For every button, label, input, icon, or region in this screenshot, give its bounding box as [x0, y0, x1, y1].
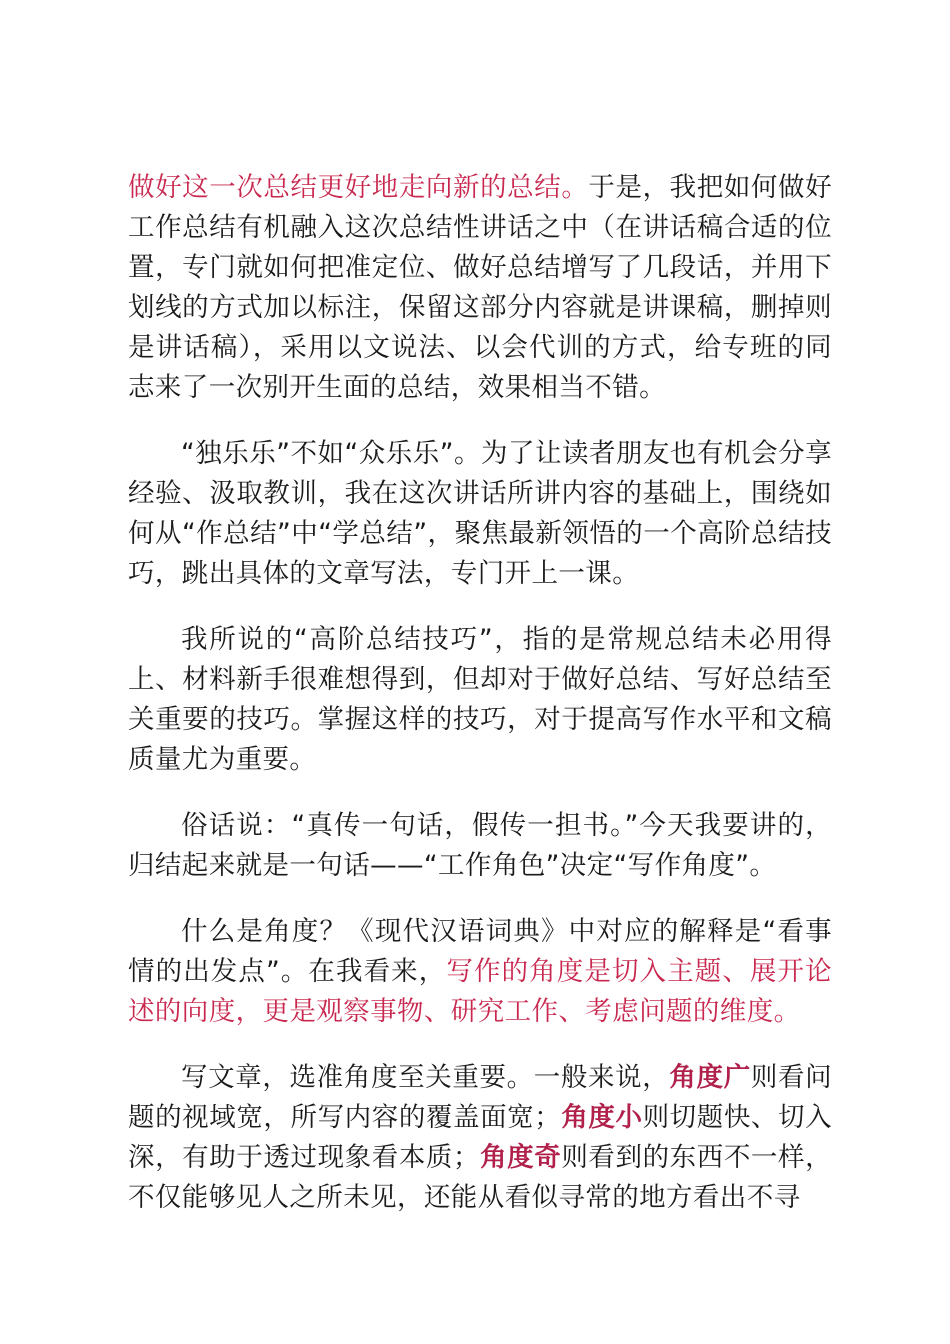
highlight-text: 写作的角度是切入主题、展开论述的向度，更是观察事物、研究工作、考虑问题的维度。	[128, 956, 833, 1027]
body-text: 俗话说：“真传一句话，假传一担书。”今天我要讲的，归结起来就是一句话——“工作角色”决定“写作角度”。	[128, 810, 832, 881]
body-text: 则看问题的视域宽，所写内容的覆盖面宽；	[128, 1062, 832, 1133]
paragraph-3	[128, 620, 832, 780]
paragraph-2	[128, 434, 832, 594]
body-text: “独乐乐”不如“众乐乐”。为了让读者朋友也有机会分享经验、汲取教训，我在这次讲话所讲内容的基础上，围绕如何从“作总结”中“学总结”，聚焦最新领悟的一个高阶总结技巧，跳出具体的文章写法，专门开上一课。	[128, 438, 832, 589]
body-text: 什么是角度？《现代汉语词典》中对应的解释是“看事情的出发点”。在我看来，	[128, 916, 832, 987]
paragraph-6	[128, 1058, 832, 1218]
document-page	[128, 168, 832, 1244]
body-text: 则切题快、切入深，有助于透过现象看本质；	[128, 1102, 832, 1173]
body-text: 写文章，选准角度至关重要。一般来说，	[181, 1062, 670, 1093]
body-text: 则看到的东西不一样，不仅能够见人之所未见，还能从看似寻常的地方看出不寻	[128, 1142, 832, 1213]
paragraph-5	[128, 912, 832, 1032]
paragraph-1	[128, 168, 832, 408]
bold-keyword: 角度广	[669, 1062, 751, 1093]
body-text: 我所说的“高阶总结技巧”，指的是常规总结未必用得上、材料新手很难想得到，但却对于做好总结、写好总结至关重要的技巧。掌握这样的技巧，对于提高写作水平和文稿质量尤为重要。	[128, 624, 832, 775]
bold-keyword: 角度小	[561, 1102, 643, 1133]
body-text: 于是，我把如何做好工作总结有机融入这次总结性讲话之中（在讲话稿合适的位置，专门就如何把准定位、做好总结增写了几段话，并用下划线的方式加以标注，保留这部分内容就是讲课稿，删掉则是讲话稿），采用以文说法、以会代训的方式，给专班的同志来了一次别开生面的总结，效果相当不错。	[128, 172, 832, 403]
paragraph-4	[128, 806, 832, 886]
bold-keyword: 角度奇	[479, 1142, 562, 1173]
highlight-text: 做好这一次总结更好地走向新的总结。	[128, 172, 589, 203]
